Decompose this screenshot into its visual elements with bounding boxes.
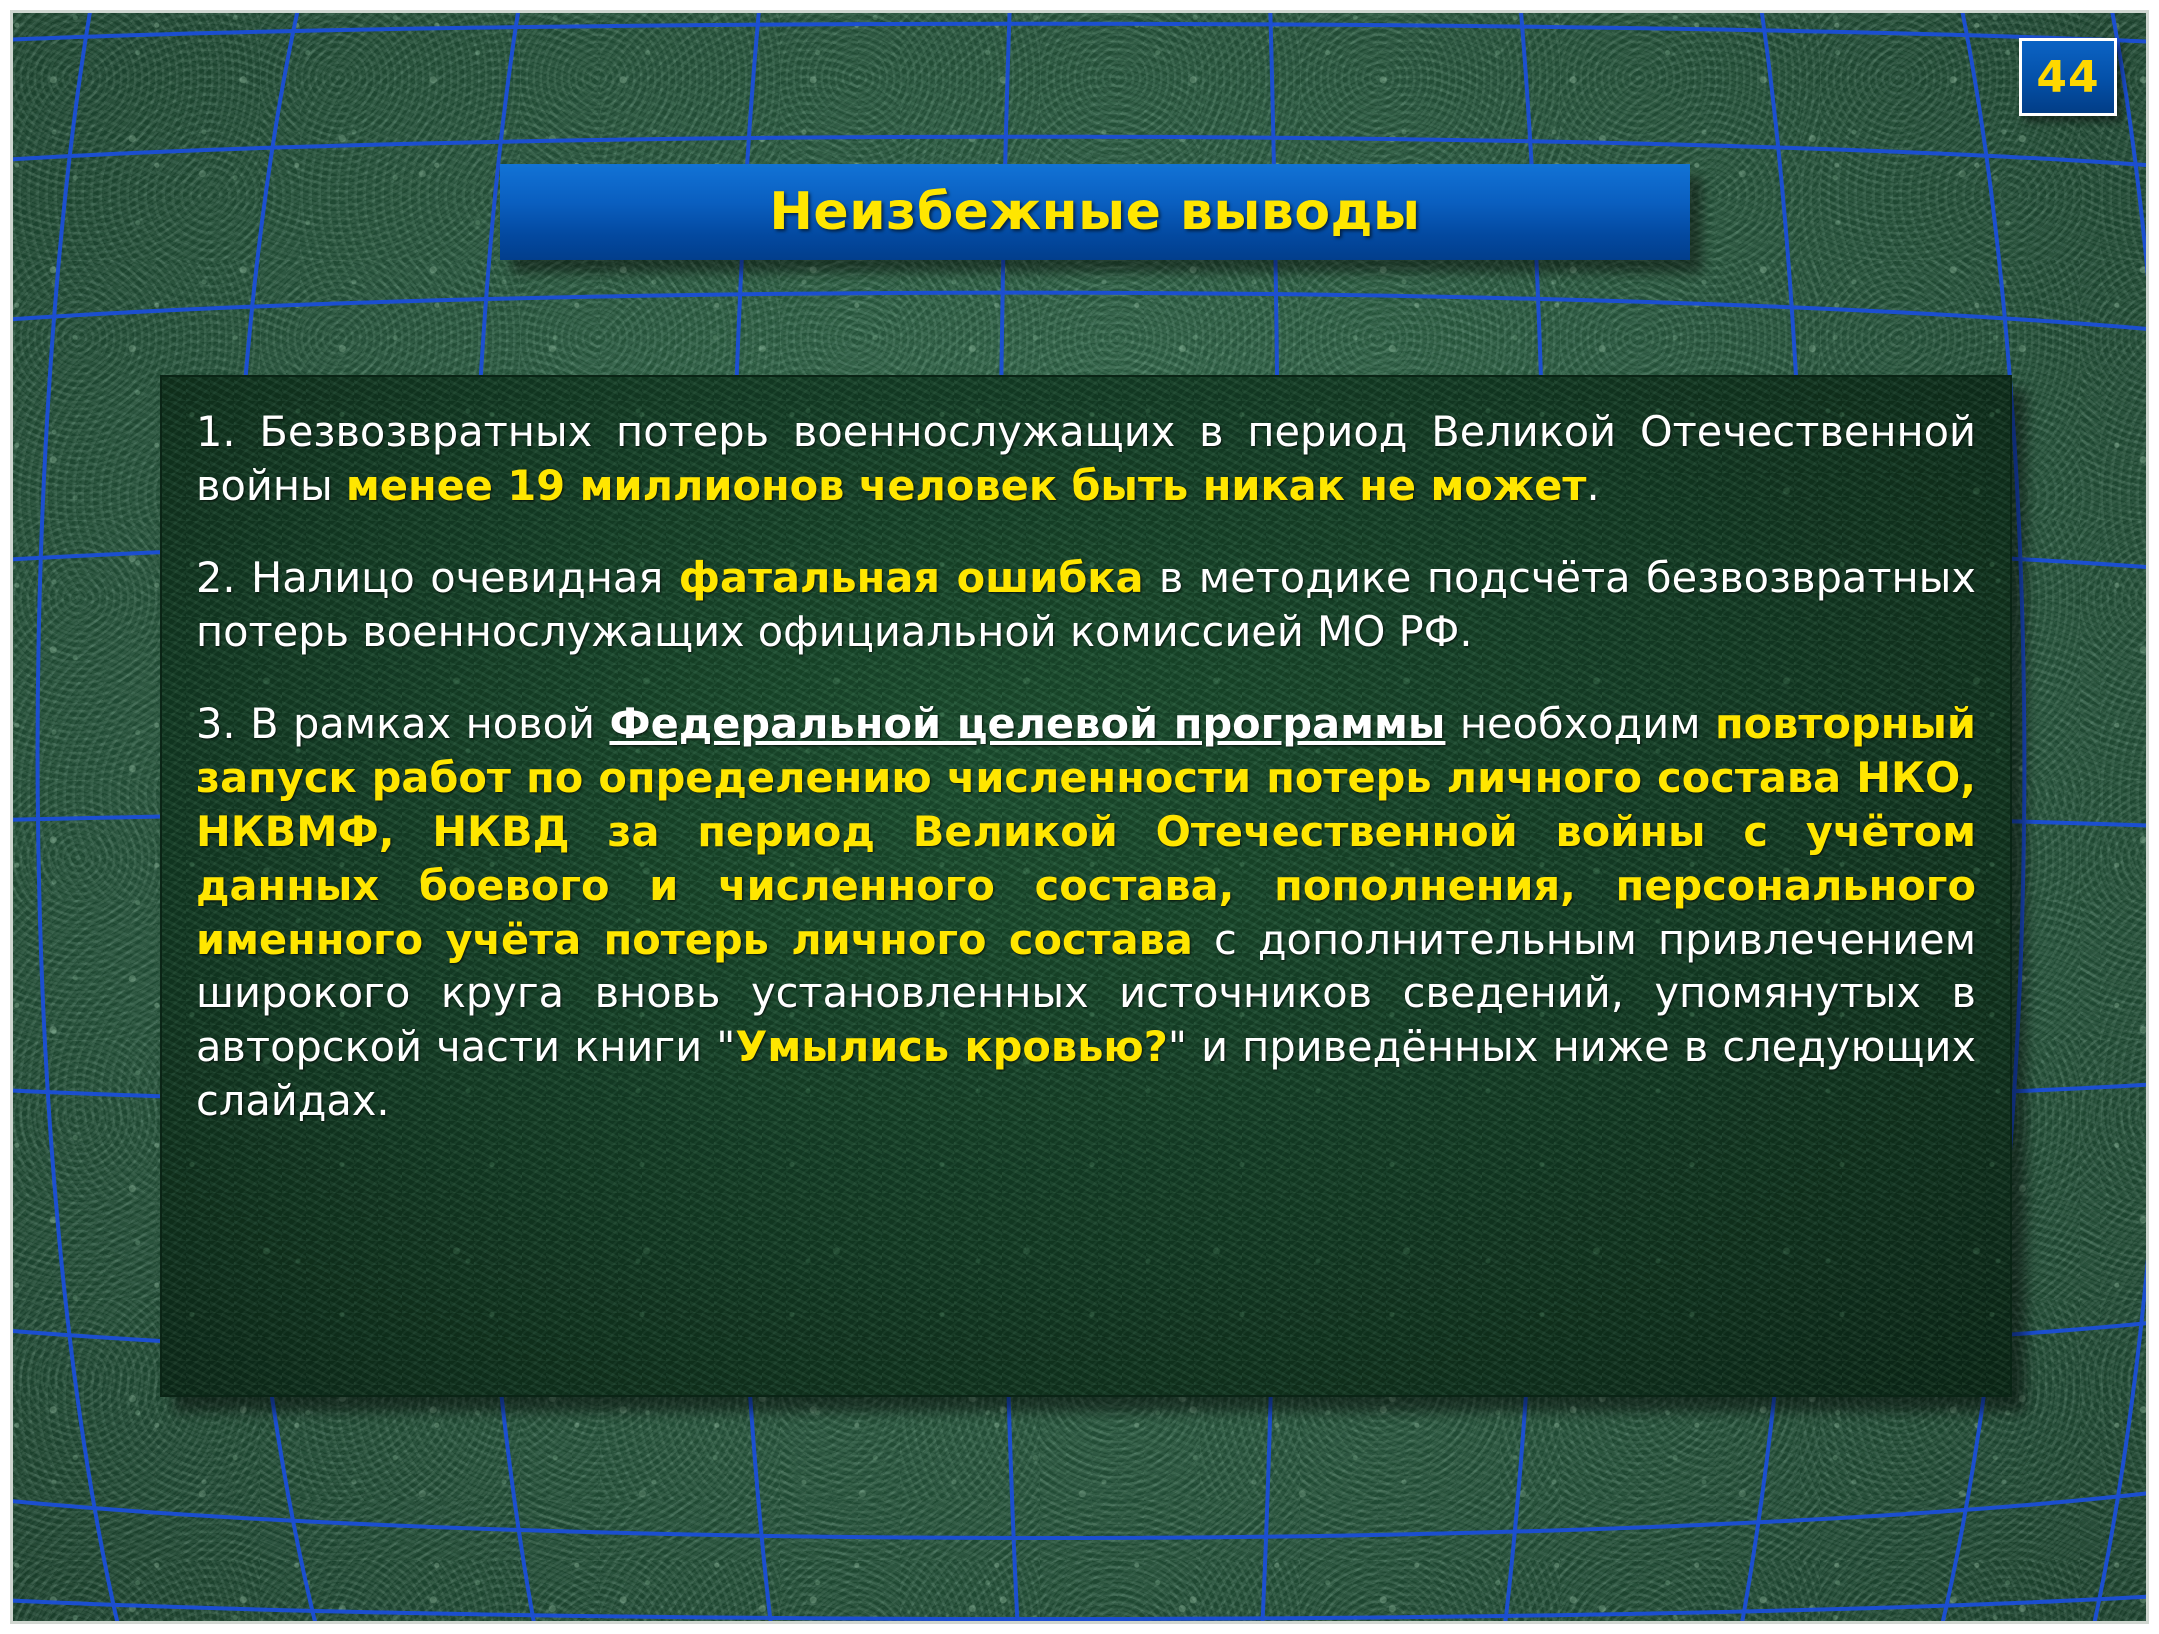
run: в методике подсчёта безвозвратных потерь военнослужащих официальной комиссией МО РФ.	[196, 552, 1976, 656]
run: .	[1586, 460, 1600, 510]
run: 2. Налицо очевидная	[196, 552, 679, 602]
run-highlight: повторный запуск работ по определению численности потерь личного состава НКО, НКВМФ, НКВД за период Великой Отечественной войны с учётом данных боевого и численного состава, пополнения, персонального именного учёта потерь личного состава	[196, 698, 1976, 964]
run: 3. В рамках новой	[196, 698, 610, 748]
run: с дополнительным привлечением широкого круга вновь установленных источников сведений, упомянутых в авторской части книги "	[196, 914, 1977, 1072]
content-panel	[160, 375, 2012, 1397]
run: 1. Безвозвратных потерь военнослужащих в период Великой Отечественной войны	[196, 407, 1976, 510]
run-highlight: фатальная ошибка	[678, 552, 1144, 602]
conclusion-paragraph-3	[196, 697, 1976, 1129]
conclusion-paragraph-1	[196, 405, 1976, 513]
page-title: Неизбежные выводы	[769, 182, 1421, 242]
run-underlined: Федеральной целевой программы	[609, 698, 1446, 748]
run-highlight-book-title: Умылись кровью?	[735, 1022, 1168, 1072]
slide-number-badge: 44	[2019, 38, 2117, 116]
slide-title-banner	[500, 164, 1690, 260]
run: необходим	[1445, 698, 1715, 748]
run: " и приведённых ниже в следующих слайдах.	[196, 1022, 1977, 1126]
run-highlight: менее 19 миллионов человек быть никак не может	[345, 460, 1587, 510]
conclusion-paragraph-2	[196, 551, 1976, 659]
